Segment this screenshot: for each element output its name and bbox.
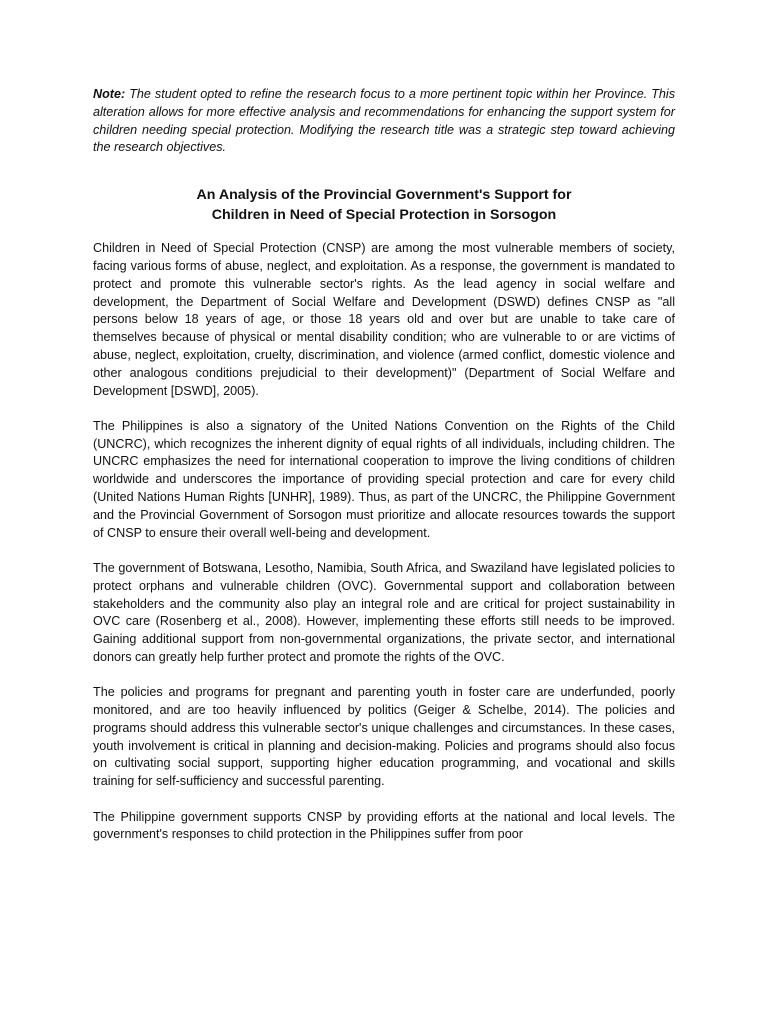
paragraph-foster-care: The policies and programs for pregnant and parenting youth in foster care are underfunded, poorly monitored, and are too heavily influenced by politics (Geiger & Schelbe, 2014). The policies and programs should address this vulnerable sector's unique challenges and circumstances. In these cases, youth involvement is critical in planning and decision-making. Policies and programs should also focus on cultivating social support, supporting higher education programming, and vocational and skills training for self-sufficiency and successful parenting. xyxy=(93,685,675,789)
paper-title xyxy=(93,186,675,225)
document-page xyxy=(93,86,675,844)
title-line-1: An Analysis of the Provincial Government's Support for xyxy=(196,187,572,204)
paragraph-cnsp-definition: Children in Need of Special Protection (CNSP) are among the most vulnerable members of society, facing various forms of abuse, neglect, and exploitation. As a response, the government is mandated to protect and promote this vulnerable sector's rights. As the lead agency in social welfare and development, the Department of Social Welfare and Development (DSWD) defines CNSP as "all persons below 18 years of age, or those 18 years old and over but are unable to take care of themselves because of physical or mental disability condition; who are vulnerable to or are victims of abuse, neglect, exploitation, cruelty, discrimination, and violence (armed conflict, domestic violence and other analogous conditions prejudicial to their development)" (Department of Social Welfare and Development [DSWD], 2005). xyxy=(93,241,675,398)
paragraph-uncrc: The Philippines is also a signatory of the United Nations Convention on the Rights of the Child (UNCRC), which recognizes the inherent dignity of equal rights of all individuals, including children. The UNCRC emphasizes the need for international cooperation to improve the living conditions of children worldwide and underscores the importance of providing special protection and care for every child (United Nations Human Rights [UNHR], 1989). Thus, as part of the UNCRC, the Philippine Government and the Provincial Government of Sorsogon must prioritize and allocate resources towards the support of CNSP to ensure their overall well-being and development. xyxy=(93,418,675,540)
research-note xyxy=(93,86,675,157)
note-label: Note: xyxy=(93,87,126,101)
title-line-2: Children in Need of Special Protection in Sorsogon xyxy=(211,206,557,223)
paragraph-ovc-africa: The government of Botswana, Lesotho, Namibia, South Africa, and Swaziland have legislated policies to protect orphans and vulnerable children (OVC). Governmental support and collaboration between stakeholders and the community also play an integral role and are critical for project sustainability in OVC care (Rosenberg et al., 2008). However, implementing these efforts still needs to be improved. Gaining additional support from non-governmental organizations, the private sector, and international donors can greatly help further protect and promote the rights of the OVC. xyxy=(93,560,675,664)
note-text: The student opted to refine the research focus to a more pertinent topic within her Province. This alteration allows for more effective analysis and recommendations for enhancing the support system for children needing special protection. Modifying the research title was a strategic step toward achieving the research objectives. xyxy=(93,87,675,155)
paragraph-philippine-government: The Philippine government supports CNSP by providing efforts at the national and local levels. The government's responses to child protection in the Philippines suffer from poor xyxy=(93,809,675,842)
